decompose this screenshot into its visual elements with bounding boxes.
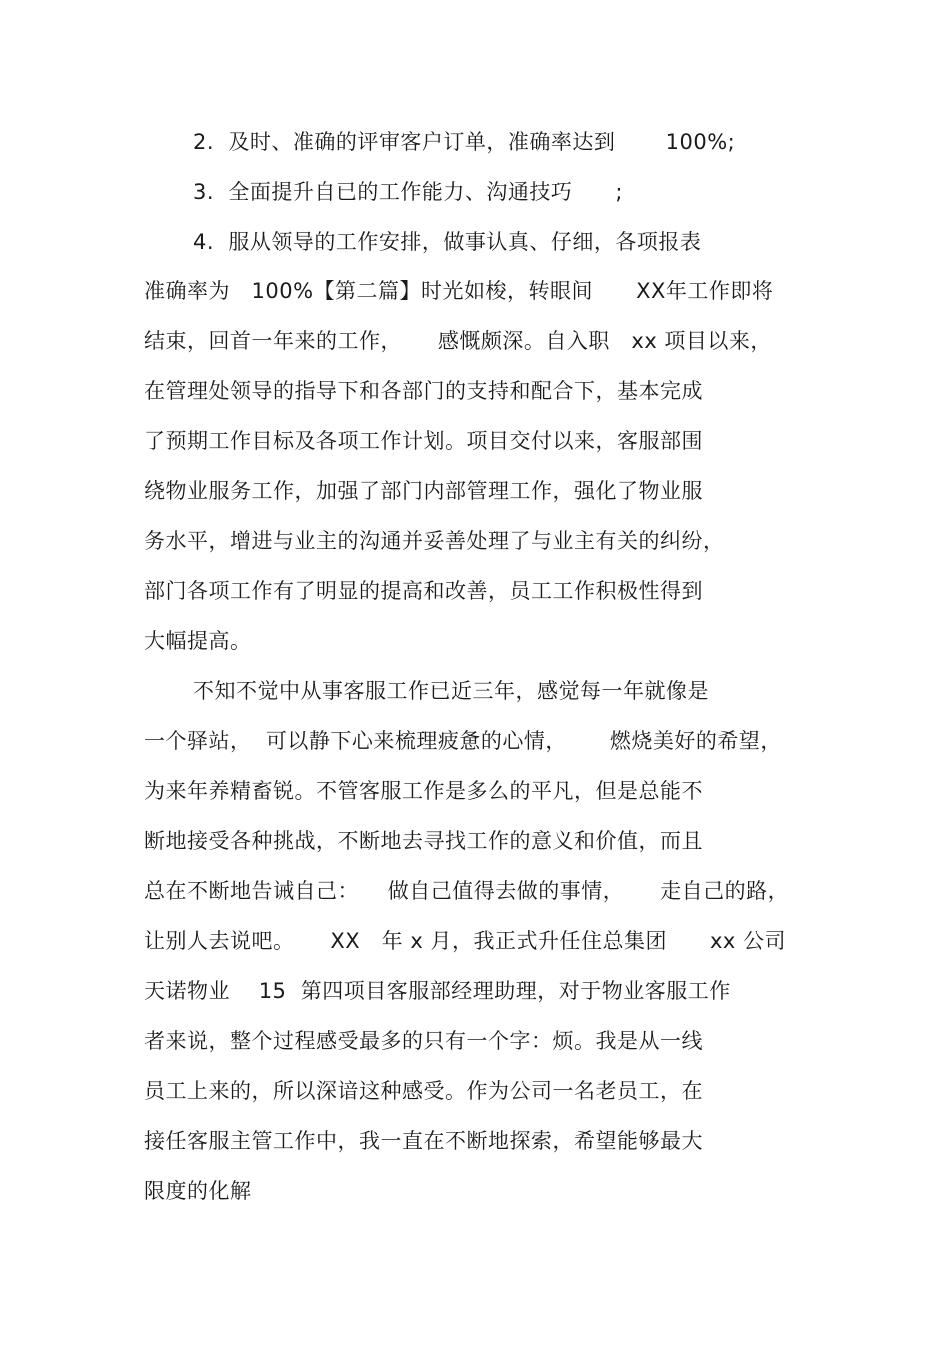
text-line: 一个驿站， 可以静下心来梳理疲惫的心情， 燃烧美好的希望， [144, 729, 782, 753]
text-line: 务水平，增进与业主的沟通并妥善处理了与业主有关的纠纷， [144, 529, 725, 553]
text-line: 绕物业服务工作，加强了部门内部管理工作，强化了物业服 [144, 479, 703, 503]
text-line: 断地接受各种挑战，不断地去寻找工作的意义和价值，而且 [144, 829, 703, 853]
text-line: 限度的化解 [144, 1179, 252, 1203]
text-line: 者来说，整个过程感受最多的只有一个字：烦。我是从一线 [144, 1029, 703, 1053]
list-item-2: 2. 及时、准确的评审客户订单，准确率达到 100%; [193, 130, 736, 154]
text-line: 接任客服主管工作中，我一直在不断地探索，希望能够最大 [144, 1129, 703, 1153]
list-item-3: 3. 全面提升自已的工作能力、沟通技巧 ; [193, 180, 624, 204]
text-line: 天诺物业 15 第四项目客服部经理助理，对于物业客服工作 [144, 979, 731, 1003]
text-line: 总在不断地告诫自己： 做自己值得去做的事情， 走自己的路， [144, 879, 790, 903]
text-line: 部门各项工作有了明显的提高和改善，员工工作积极性得到 [144, 579, 703, 603]
text-line: 在管理处领导的指导下和各部门的支持和配合下，基本完成 [144, 379, 703, 403]
list-item-4: 4. 服从领导的工作安排，做事认真、仔细，各项报表 [193, 230, 702, 254]
text-line: 为来年养精畜锐。不管客服工作是多么的平凡，但是总能不 [144, 779, 703, 803]
text-line: 准确率为 100%【第二篇】时光如梭，转眼间 XX年工作即将 [144, 279, 774, 303]
text-line: 大幅提高。 [144, 629, 252, 653]
text-line: 让别人去说吧。 XX 年 x 月，我正式升任住总集团 xx 公司 [144, 929, 787, 953]
text-line: 了预期工作目标及各项工作计划。项目交付以来，客服部围 [144, 429, 703, 453]
paragraph-start: 不知不觉中从事客服工作已近三年，感觉每一年就像是 [193, 679, 709, 703]
text-line: 员工上来的，所以深谙这种感受。作为公司一名老员工，在 [144, 1079, 703, 1103]
text-line: 结束，回首一年来的工作， 感慨颇深。自入职 xx 项目以来， [144, 329, 772, 353]
